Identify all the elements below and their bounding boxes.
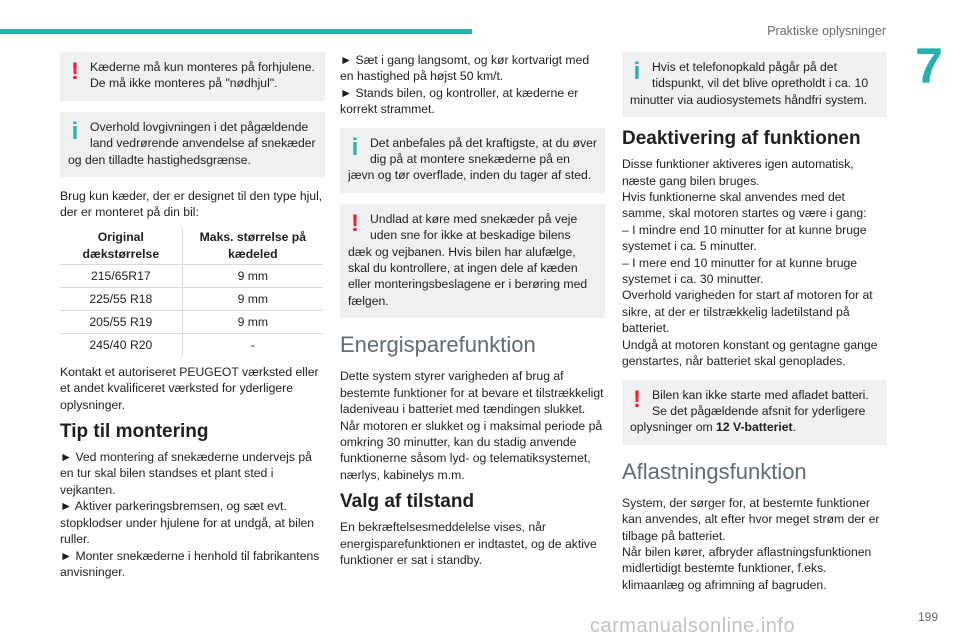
- warning-text-body: Bilen kan ikke starte med afladet batteri. Se det pågældende afsnit for yderligere oplysninger om: [630, 387, 869, 435]
- table-cell: 205/55 R19: [60, 310, 182, 333]
- energy-body: Dette system styrer varigheden af brug af bestemte funktioner for at bevare et tilstrækkeligt ladeniveau i batteriet med tændingen slukket. Når motoren er slukket og i maksimal periode på omkring 30 minutter, kan du stadig anvende funktionerne såsom lyd- og telematiksystemet, nærlys, kabinelys m.m.: [340, 369, 604, 482]
- tip-step: ► Aktiver parkeringsbremsen, og sæt evt. stopklodser under hjulene for at undgå, at bilen ruller.: [60, 499, 315, 547]
- info-callout: [340, 128, 605, 193]
- table-cell: -: [250, 337, 255, 352]
- chain-intro: Brug kun kæder, der er designet til den type hjul, der er monteret på din bil:: [60, 189, 323, 220]
- table-header: Maks. størrelse på kædeled: [182, 228, 323, 265]
- info-text: Hvis et telefonopkald pågår på det tidspunkt, vil det blive opretholdt i ca. 10 minutter via audiosystemets håndfri system.: [630, 60, 869, 107]
- column-middle: [340, 52, 605, 575]
- table-row: [60, 264, 323, 287]
- column-left: [60, 52, 325, 587]
- warning-text: Kæderne må kun monteres på forhjulene. De må ikke monteres på "nødhjul".: [90, 60, 315, 91]
- relief-heading: Aflastningsfunktion: [622, 458, 807, 484]
- table-cell: 9 mm: [182, 310, 323, 333]
- warning-text: Undlad at køre med snekæder på veje uden sne for ikke at beskadige bilens dæk og vejbanen. Hvis bilen har alufælge, skal du kontrollere, at ingen dele af kæden eller monteringsbeslagene er i berøring med fælgen.: [348, 211, 588, 308]
- relief-text: Når bilen kører, afbryder aflastningsfunktionen midlertidigt bestemte funktioner, f.eks. klimaanlæg og afrimning af bagruden.: [622, 544, 872, 592]
- column-right: [622, 52, 887, 600]
- mode-body: En bekræftelsesmeddelelse vises, når energisparefunktionen er indtastet, og de aktive funktioner er sat i standby.: [340, 520, 597, 567]
- tip-step: ► Monter snekæderne i henhold til fabrikantens anvisninger.: [60, 548, 320, 579]
- warning-callout: [340, 204, 605, 318]
- deactivation-text: Undgå at motoren konstant og gentagne gange genstartes, når batteriet skal genoplades.: [622, 337, 878, 369]
- chain-size-table: [60, 228, 323, 356]
- table-cell: 215/65R17: [60, 264, 182, 287]
- table-cell: 245/40 R20: [60, 333, 182, 356]
- energy-heading: Energisparefunktion: [340, 332, 536, 358]
- table-row: [60, 287, 323, 310]
- info-icon: i: [351, 133, 359, 161]
- warning-text-end: .: [792, 420, 796, 435]
- tip-heading: Tip til montering: [60, 421, 209, 443]
- warning-icon: !: [351, 209, 359, 237]
- deactivation-text: Hvis funktionerne skal anvendes med det samme, skal motoren startes og være i gang:: [622, 190, 867, 221]
- table-cell: 225/55 R18: [60, 287, 182, 310]
- deactivation-text: – I mindre end 10 minutter for at kunne bruge systemet i ca. 5 minutter.: [622, 222, 867, 254]
- page-number: 199: [917, 610, 938, 624]
- table-header: Original dækstørrelse: [60, 228, 182, 265]
- chapter-number: 7: [915, 38, 943, 94]
- table-row: [60, 333, 323, 356]
- tip-step: ► Ved montering af snekæderne undervejs på en tur skal bilen standses et plant sted i vejkanten.: [60, 450, 312, 497]
- table-cell: 9 mm: [182, 287, 323, 310]
- warning-callout: [622, 380, 887, 445]
- info-text: Overhold lovgivningen i det pågældende land vedrørende anvendelse af snekæder og den tilladte hastighedsgrænse.: [68, 119, 316, 167]
- mode-heading: Valg af tilstand: [340, 491, 475, 513]
- deactivation-text: – I mere end 10 minutter for at kunne bruge systemet i ca. 30 minutter.: [622, 255, 858, 287]
- warning-callout: [60, 52, 325, 101]
- table-cell: 9 mm: [182, 264, 323, 287]
- section-title: Praktiske oplysninger: [767, 24, 886, 38]
- step-text: ► Stands bilen, og kontroller, at kæderne er korrekt strammet.: [340, 85, 579, 117]
- deactivation-text: Disse funktioner aktiveres igen automatisk, næste gang bilen bruges.: [622, 157, 854, 188]
- info-callout: [60, 112, 325, 177]
- deactivation-heading: Deaktivering af funktionen: [622, 128, 861, 150]
- contact-text: Kontakt et autoriseret PEUGEOT værksted eller et andet kvalificeret værksted for yderligere oplysninger.: [60, 364, 319, 412]
- warning-icon: !: [71, 58, 79, 85]
- info-icon: i: [71, 117, 79, 145]
- info-text: Det anbefales på det kraftigste, at du øver dig på at montere snekæderne på en jævn og tør overflade, inden du tager af sted.: [348, 135, 597, 183]
- info-callout: [622, 52, 887, 117]
- deactivation-text: Overhold varigheden for start af motoren for at sikre, at der er tilstrækkelig ladetilstand på batteriet.: [622, 288, 873, 336]
- warning-text: [630, 387, 879, 436]
- battery-reference: 12 V-batteriet: [716, 420, 793, 435]
- header-accent-bar: [0, 29, 472, 34]
- step-text: ► Sæt i gang langsomt, og kør kortvarigt med en hastighed på højst 50 km/t.: [340, 53, 590, 84]
- table-row: [60, 310, 323, 333]
- info-icon: i: [633, 58, 641, 85]
- watermark: carmanualsonline.info: [590, 615, 796, 637]
- warning-icon: !: [633, 385, 641, 413]
- relief-text: System, der sørger for, at bestemte funktioner kan anvendes, alt efter hvor meget strøm der er tilbage på batteriet.: [622, 495, 880, 543]
